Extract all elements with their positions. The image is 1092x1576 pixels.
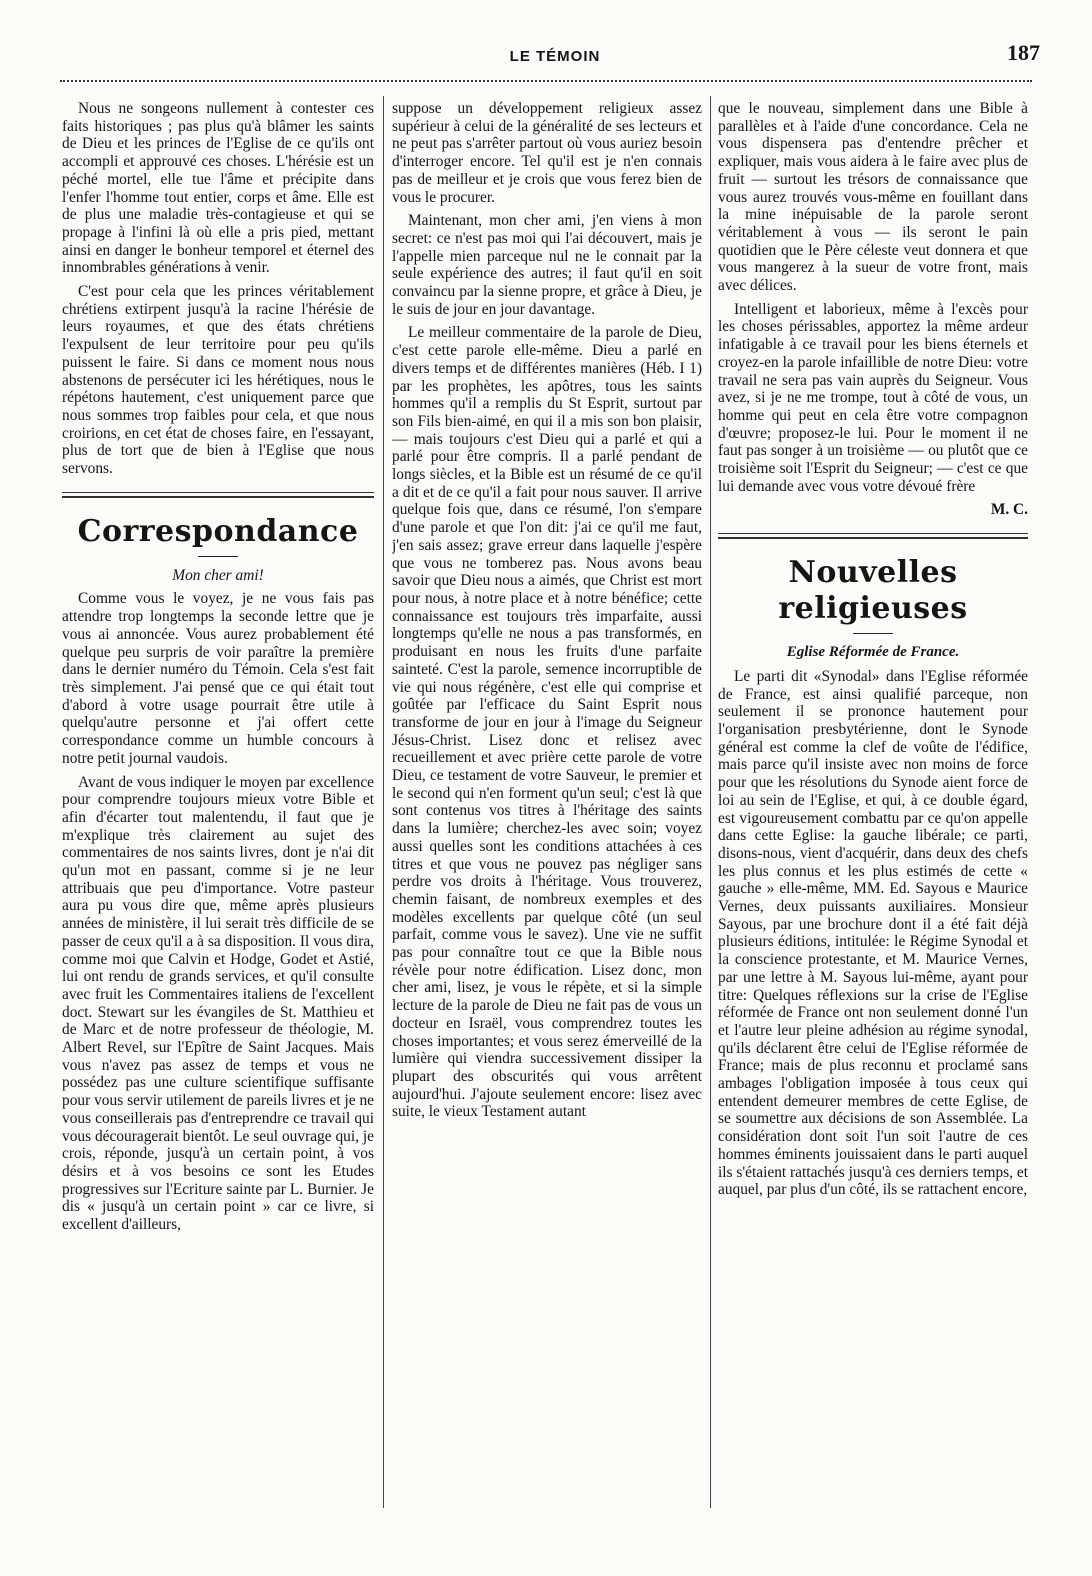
running-title: LE TÉMOIN xyxy=(509,48,601,65)
signature: M. C. xyxy=(990,501,1028,519)
header-dotted-rule xyxy=(60,80,1032,82)
paragraph: que le nouveau, simplement dans une Bible à parallèles et à l'aide d'une concordance. Cela ne vous dispensera pas d'entendre prêcher et expliquer, mais vous aidera à le faire avec plus de fruit — surtout les trésors de connaissance que vous aurez trouvés vous-même en fouillant dans la mine inépuisable de la parole seront véritablement à vous — ils seront le pain quotidien que le Père céleste veut donnera et que vous mangerez à la sueur de votre front, mais avec délices. xyxy=(718,100,1028,295)
paragraph: suppose un développement religieux assez supérieur à celui de la généralité de ses lecteurs et ne peut pas s'arrêter partout où vous auriez besoin d'interroger encore. Tel qu'il est je n'en connais pas de meilleur et je crois que vous ferez bien de vous le procurer. xyxy=(392,100,702,206)
section-title-correspondance: Correspondance xyxy=(77,513,359,549)
paragraph: Avant de vous indiquer le moyen par excellence pour comprendre toujours mieux votre Bible et afin d'écarter tout malentendu, il faut que je m'explique très clairement au sujet des commentaires de nos saints livres, dont je n'ai dit qu'un mot en passant, comme si je ne leur attribuais que peu d'importance. Votre pasteur aura pu vous dire que, même après plusieurs années de ministère, il lui serait très difficile de se passer de ceux qu'il a à sa disposition. Il vous dira, comme moi que Calvin et Hodge, Godet et Astié, lui ont rendu de grands services, et qu'il consulte avec fruit les Commentaires italiens de l'excellent doct. Stewart sur les évangiles de St. Matthieu et de Marc et de notre professeur de théologie, M. Albert Revel, sur l'Epître de Saint Jacques. Mais vous n'avez pas assez de temps et vous ne possédez pas une culture scientifique suffisante pour vous servir utilement de pareils livres et je ne vous conseillerais pas d'entreprendre ce travail qui vous découragerait bientôt. Le seul ouvrage qui, je crois, réponde, jusqu'à un certain point, à vos désirs et à vos besoins ce sont les Etudes progressives sur l'Ecriture sainte par L. Burnier. Je dis « jusqu'à un certain point » car ce livre, si excellent d'ailleurs, xyxy=(62,773,374,1234)
paragraph: C'est pour cela que les princes véritablement chrétiens extirpent jusqu'à la racine l'hérésie de leurs royaumes, et que des états chrétiens l'expulsent de leur territoire pour peu qu'ils puissent le faire. Si dans ce moment nous nous abstenons de persécuter ici les hérétiques, nous le répétons hautement, c'est uniquement parce que nous sommes trop faibles pour cela, et que nous croirions, en cet état de choses faire, en l'essayant, plus de tort que de bien à l'Eglise que nous servons. xyxy=(62,283,374,478)
paragraph: Comme vous le voyez, je ne vous fais pas attendre trop longtemps la seconde lettre que je vous ai annoncée. Vous aurez probablement été quelque peu surpris de voir paraître la première dans le dernier numéro du Témoin. Cela s'est fait très simplement. J'ai pensé que ce qui était tout d'abord à votre usage pourrait être utile à quelqu'autre personne et j'ai offert cette correspondance comme un humble concours à notre petit journal vaudois. xyxy=(62,590,374,767)
column-divider-2 xyxy=(710,96,711,1508)
column-3 xyxy=(718,100,1028,1500)
column-1 xyxy=(62,100,374,1500)
paragraph: Maintenant, mon cher ami, j'en viens à mon secret: ce n'est pas moi qui l'ai découvert, mais je l'appelle mien parceque nul ne le connait par la seule expérience des autres; il faut qu'il en soit convaincu par la sienne propre, et grâce à Dieu, je le suis de jour en jour davantage. xyxy=(392,212,702,318)
salutation: Mon cher ami! xyxy=(172,566,264,584)
paragraph: Le parti dit «Synodal» dans l'Eglise réformée de France, est ainsi qualifié parceque, non seulement il se prononce hautement pour l'organisation presbytérienne, dont le Synode général est comme la clef de voûte de l'édifice, mais parce qu'il insiste avec non moins de force pour que les résolutions du Synode aient force de loi au sein de l'Eglise, et qui, à ce double égard, est vigoureusement combattu par ce qu'on appelle dans cette Eglise: la gauche libérale; ce parti, disons-nous, vient d'acquérir, dans deux des chefs les plus connus et les plus estimés de cette « gauche » elle-même, MM. Ed. Sayous e Maurice Vernes, deux puissants auxiliaires. Monsieur Sayous, par une brochure dont il a été fait déjà plusieurs éditions, intitulée: le Régime Synodal et la conscience protestante, et M. Maurice Vernes, par une lettre à M. Sayous lui-même, ayant pour titre: Quelques réflexions sur la crise de l'Eglise réformée de France ont non seulement donné l'un et l'autre leur pleine adhésion au régime synodal, qu'ils déclarent être celui de l'Eglise réformée de France; mais de plus reconnu et proclamé sans ambages l'obligation imposée à tous ceux qui entendent demeurer membres de cette Eglise, de se soumettre aux décisions de son Assemblée. La considération dont soit l'un soit l'autre de ces hommes éminents jouissaient dans le parti auquel ils s'étaient rattachés jusqu'à ces derniers temps, et auquel, par plus d'un côté, ils se rattachent encore, xyxy=(718,667,1028,1199)
subheading: Eglise Réformée de France. xyxy=(786,644,960,661)
running-header xyxy=(60,40,1050,70)
section-divider xyxy=(62,492,374,498)
column-divider-1 xyxy=(383,96,384,1508)
paragraph: Intelligent et laborieux, même à l'excès pour les choses périssables, apportez la même ardeur infatigable à ce travail pour les biens éternels et croyez-en la parole infaillible de notre Dieu: votre travail ne sera pas vain auprès du Seigneur. Vous avez, si je ne me trompe, tout à côté de vous, un homme qui peut en cela être votre compagnon d'œuvre; proposez-le lui. Pour le moment il ne faut pas songer à un troisième — ou plutôt que ce troisième soit l'Esprit du Seigneur; — c'est ce que lui demande avec vous votre dévoué frère xyxy=(718,300,1028,495)
column-2 xyxy=(392,100,702,1500)
short-rule xyxy=(853,633,893,634)
section-divider xyxy=(718,533,1028,539)
paragraph: Le meilleur commentaire de la parole de Dieu, c'est cette parole elle-même. Dieu a parlé en divers temps et de différentes manières (Héb. I 1) par les prophètes, les apôtres, tous les saints hommes qu'il a remplis du St Esprit, surtout par son Fils bien-aimé, en qui il a mis son bon plaisir, — mais toujours c'est Dieu qui a parlé et qui a parlé pour être compris. Il a parlé pendant de longs siècles, et la Bible est un résumé de ce qu'il a dit et de ce qu'il a fait pour nous sauver. Il arrive quelque fois que, dans ce résumé, l'on s'empare d'une parole et que l'on dit: j'ai ce qu'il me faut, j'en sais assez; grave erreur dans laquelle j'espère que vous ne tomberez pas. Nous avons beau savoir que Dieu nous a aimés, que Christ est mort pour nous, à notre place et à notre bénéfice; cette connaissance est toujours très imparfaite, aussi longtemps qu'elle ne nous a pas transformés, en produisant en nous les fruits d'une parfaite sainteté. C'est la parole, semence incorruptible de vie qui nous régénère, c'est elle qui comprise et goûtée par l'efficace du Saint Esprit nous transforme de jour en jour à l'image du Seigneur Jésus-Christ. Lisez donc et relisez avec recueillement et avec prière cette parole de votre Dieu, ce testament de votre Sauveur, le premier et le second qui n'en forment qu'un seul; c'est là que sont contenus vos titres à l'héritage des saints dans la lumière; cherchez-les avec soin; voyez aussi quelles sont les conditions attachées à ces titres et que vous ne pouvez pas négliger sans perdre vos droits à l'héritage. Vous trouverez, chemin faisant, de nombreux exemples et des modèles excellents par quelque côté (un seul parfait, comme vous le savez). Une vie ne suffit pas pour connaître tout ce que la Bible nous révèle pour notre édification. Lisez donc, mon cher ami, lisez, je vous le répète, et si la simple lecture de la parole de Dieu ne fait pas de vous un docteur en Israël, vous comprendrez toutes les choses importantes; et vous serez émerveillé de la lumière qui viendra successivement dissiper la plupart des obscurités qui vous arrêtent aujourd'hui. J'ajoute seulement encore: lisez avec suite, le vieux Testament autant xyxy=(392,324,702,1121)
short-rule xyxy=(198,556,238,557)
paragraph: Nous ne songeons nullement à contester ces faits historiques ; pas plus qu'à blâmer les saints de Dieu et les princes de l'Eglise de ce qu'ils ont accompli et approuvé ces choses. L'hérésie est un péché mortel, elle tue l'âme et précipite dans l'enfer l'homme tout entier, corps et âme. Elle est de plus une maladie très-contagieuse et qui se propage à l'infini là où elle a pris pied, mettant ainsi en danger le bonheur temporel et éternel des innombrables générations à venir. xyxy=(62,100,374,277)
page-number: 187 xyxy=(1007,40,1040,65)
section-title-nouvelles: Nouvelles religieuses xyxy=(778,555,968,627)
